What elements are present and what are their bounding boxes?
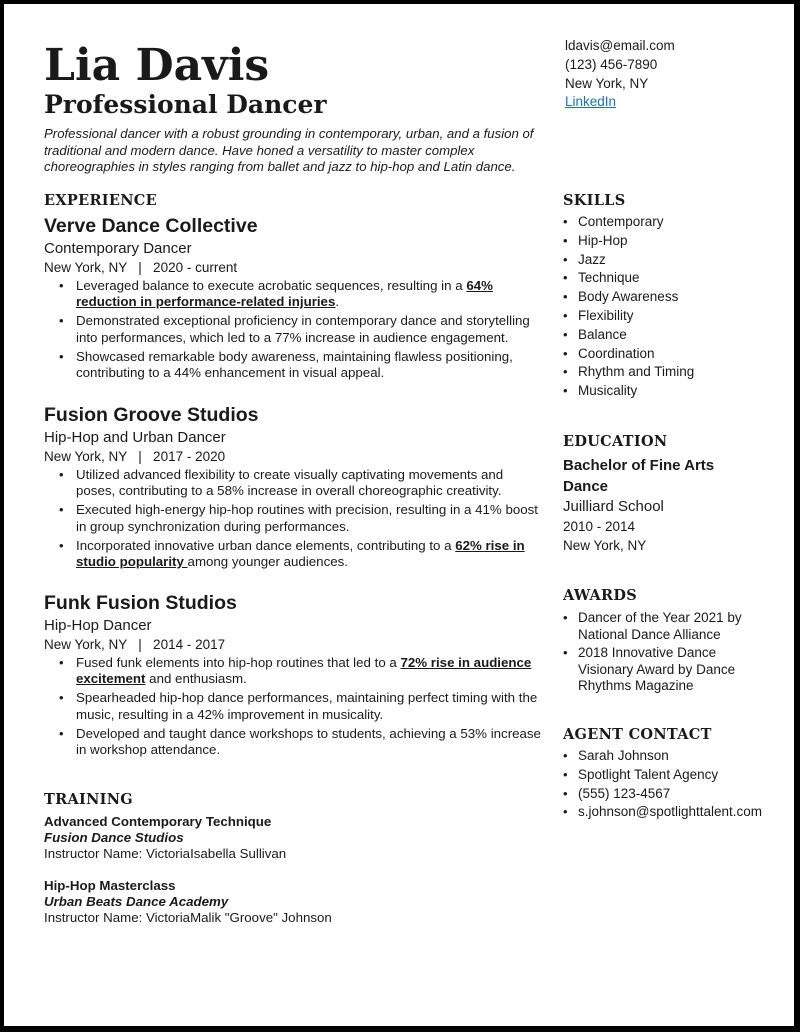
training-course: Advanced Contemporary Technique <box>44 814 272 829</box>
job-meta: New York, NY | 2014 - 2017 <box>44 637 226 652</box>
skill-item: • Hip-Hop <box>563 233 783 250</box>
skill-item: • Musicality <box>563 383 783 400</box>
contact-location: New York, NY <box>565 75 649 91</box>
agent-heading: AGENT CONTACT <box>563 726 712 743</box>
resume-page <box>4 4 794 1026</box>
contact-block <box>565 37 675 112</box>
education-section <box>563 455 733 555</box>
job-company: Verve Dance Collective <box>44 215 258 237</box>
training-instructor: Instructor Name: VictoriaMalik "Groove" Johnson <box>44 910 332 925</box>
skill-item: • Coordination <box>563 346 783 363</box>
skills-heading: SKILLS <box>563 192 626 209</box>
candidate-title: Professional Dancer <box>44 90 327 119</box>
skills-section <box>563 214 783 402</box>
job-bullet: • Spearheaded hip-hop dance performances, maintaining perfect timing with the music, resulting in a 42% improvement in musicality. <box>44 690 544 722</box>
awards-heading: AWARDS <box>563 587 638 604</box>
job-company: Funk Fusion Studios <box>44 592 237 614</box>
skills-list <box>563 214 783 400</box>
job-bullet: • Utilized advanced flexibility to create visually captivating movements and poses, contributing to a 58% increase in overall choreographic creativity. <box>44 467 544 499</box>
skill-item: • Flexibility <box>563 308 783 325</box>
skill-item: • Balance <box>563 327 783 344</box>
agent-list <box>563 748 783 821</box>
award-item: • 2018 Innovative Dance Visionary Award by Dance Rhythms Magazine <box>563 645 763 695</box>
education-school: Juilliard School <box>563 498 664 515</box>
job-company: Fusion Groove Studios <box>44 404 259 426</box>
skill-item: • Jazz <box>563 252 783 269</box>
education-heading: EDUCATION <box>563 433 668 450</box>
contact-phone: (123) 456-7890 <box>565 56 658 72</box>
training-institution: Fusion Dance Studios <box>44 830 184 845</box>
awards-list <box>563 610 763 695</box>
agent-section <box>563 748 783 823</box>
award-item: • Dancer of the Year 2021 by National Dance Alliance <box>563 610 763 643</box>
agent-phone: • (555) 123-4567 <box>563 786 783 803</box>
job-entry <box>44 591 544 761</box>
agent-agency: • Spotlight Talent Agency <box>563 767 783 784</box>
skill-item: • Technique <box>563 270 783 287</box>
skill-item: • Rhythm and Timing <box>563 364 783 381</box>
job-bullet: • Leveraged balance to execute acrobatic sequences, resulting in a 64% reduction in performance-related injuries. <box>44 278 544 310</box>
training-instructor: Instructor Name: VictoriaIsabella Sullivan <box>44 846 287 861</box>
education-location: New York, NY <box>563 538 647 553</box>
linkedin-link[interactable]: LinkedIn <box>565 94 617 110</box>
skill-item: • Body Awareness <box>563 289 783 306</box>
job-bullet: • Developed and taught dance workshops to students, achieving a 53% increase in workshop attendance. <box>44 726 544 758</box>
agent-name: • Sarah Johnson <box>563 748 783 765</box>
job-role: Contemporary Dancer <box>44 240 192 257</box>
training-heading: TRAINING <box>44 791 133 808</box>
education-degree: Bachelor of Fine Arts Dance <box>563 457 715 495</box>
contact-email[interactable]: ldavis@email.com <box>565 38 675 53</box>
training-course: Hip-Hop Masterclass <box>44 878 176 893</box>
job-meta: New York, NY | 2020 - current <box>44 260 238 275</box>
training-entry <box>44 878 544 927</box>
job-bullets <box>44 655 544 758</box>
job-role: Hip-Hop Dancer <box>44 617 152 634</box>
candidate-name: Lia Davis <box>44 40 270 91</box>
job-bullet: • Incorporated innovative urban dance elements, contributing to a 62% rise in studio popularity among younger audiences. <box>44 538 544 570</box>
skill-item: • Contemporary <box>563 214 783 231</box>
job-bullet: • Fused funk elements into hip-hop routines that led to a 72% rise in audience excitement and enthusiasm. <box>44 655 544 687</box>
job-bullet: • Showcased remarkable body awareness, maintaining flawless positioning, contributing to a 44% enhancement in visual appeal. <box>44 349 544 381</box>
job-bullets <box>44 278 544 381</box>
training-institution: Urban Beats Dance Academy <box>44 894 229 909</box>
job-role: Hip-Hop and Urban Dancer <box>44 429 226 446</box>
training-entry <box>44 814 544 863</box>
job-meta: New York, NY | 2017 - 2020 <box>44 449 226 464</box>
job-entry <box>44 403 544 573</box>
summary-text: Professional dancer with a robust grounding in contemporary, urban, and a fusion of traditional and modern dance. Have honed a versatility to master complex choreographies in styles ranging from ballet and jazz to hip-hop and Latin dance. <box>44 126 534 174</box>
job-bullets <box>44 467 544 570</box>
job-bullet: • Executed high-energy hip-hop routines with precision, resulting in a 41% boost in group synchronization during performances. <box>44 502 544 534</box>
experience-heading: EXPERIENCE <box>44 192 157 209</box>
awards-section <box>563 610 763 697</box>
job-entry <box>44 214 544 384</box>
education-years: 2010 - 2014 <box>563 519 636 534</box>
agent-email[interactable]: • s.johnson@spotlighttalent.com <box>563 804 783 821</box>
job-bullet: • Demonstrated exceptional proficiency in contemporary dance and storytelling into performances, which led to a 77% increase in audience engagement. <box>44 313 544 345</box>
